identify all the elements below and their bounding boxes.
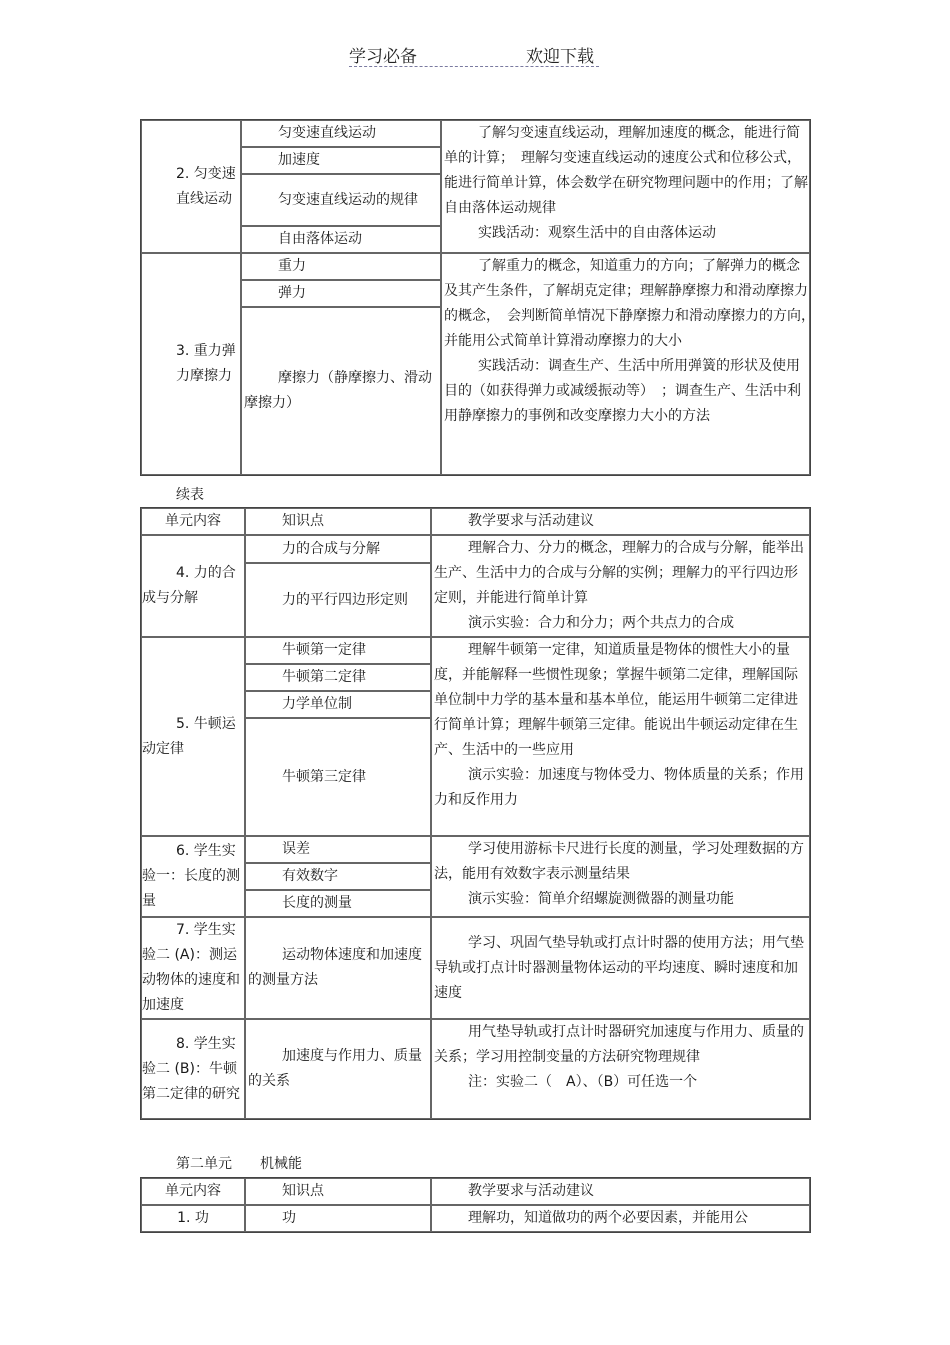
unit-cell: 6. 学生实验一：长度的测量	[141, 836, 245, 917]
knowledge-point: 长度的测量	[245, 890, 431, 917]
knowledge-point: 加速度	[241, 147, 441, 174]
curriculum-table-2	[140, 507, 811, 1120]
knowledge-point: 匀变速直线运动	[241, 120, 441, 147]
knowledge-point: 有效数字	[245, 863, 431, 890]
activity-text: 实践活动：调查生产、生活中所用弹簧的形状及使用目的（如获得弹力或减缓振动等） ；调查生产、生活中利用静摩擦力的事例和改变摩擦力大小的方法	[444, 358, 801, 424]
activity-text: 实践活动：观察生活中的自由落体运动	[478, 225, 716, 241]
unit-cell: 7. 学生实验二 (A)：测运动物体的速度和加速度	[141, 917, 245, 1019]
knowledge-point: 运动物体速度和加速度的测量方法	[245, 917, 431, 1019]
column-header-requirements: 教学要求与活动建议	[431, 1178, 810, 1205]
column-header-unit: 单元内容	[141, 1178, 245, 1205]
curriculum-table-3	[140, 1177, 811, 1233]
knowledge-point: 牛顿第二定律	[245, 664, 431, 691]
knowledge-point: 力的平行四边形定则	[245, 563, 431, 637]
requirement-cell: 理解合力、分力的概念，理解力的合成与分解，能举出生产、生活中力的合成与分解的实例；理解力的平行四边形定则，并能进行简单计算 演示实验：合力和分力；两个共点力的合成	[431, 535, 810, 637]
caption-continued: 续表	[176, 487, 204, 503]
requirement-cell	[441, 253, 822, 475]
requirement-cell: 理解功，知道做功的两个必要因素，并能用公	[431, 1205, 810, 1232]
requirement-cell: 学习使用游标卡尺进行长度的测量，学习处理数据的方法，能用有效数字表示测量结果 演示实验：简单介绍螺旋测微器的测量功能	[431, 836, 810, 917]
requirement-text: 了解重力的概念，知道重力的方向；了解弹力的概念及其产生条件，了解胡克定律；理解静摩擦力和滑动摩擦力的概念， 会判断简单情况下静摩擦力和滑动摩擦力的方向， 并能用公式简单计算滑动摩擦力的大小	[444, 258, 822, 349]
column-header-unit: 单元内容	[141, 508, 245, 535]
unit-cell: 8. 学生实验二 (B)：牛顿第二定律的研究	[141, 1019, 245, 1119]
unit-cell: 4. 力的合成与分解	[141, 535, 245, 637]
knowledge-point: 弹力	[241, 280, 441, 307]
requirement-cell: 理解牛顿第一定律，知道质量是物体的惯性大小的量度，并能解释一些惯性现象；掌握牛顿第二定律，理解国际单位制中力学的基本量和基本单位，能运用牛顿第二定律进行简单计算；理解牛顿第三定律。能说出牛顿运动定律在生产、生活中的一些应用 演示实验：加速度与物体受力、物体质量的关系；作用力和反作用力	[431, 637, 810, 836]
page-header	[349, 42, 599, 67]
unit-cell: 1. 功	[141, 1205, 245, 1232]
knowledge-point: 力学单位制	[245, 691, 431, 718]
unit-label: 3. 重力弹力摩擦力	[176, 343, 236, 384]
requirement-cell: 用气垫导轨或打点计时器研究加速度与作用力、质量的关系；学习用控制变量的方法研究物理规律 注：实验二（ A）、（B）可任选一个	[431, 1019, 810, 1119]
knowledge-point: 牛顿第三定律	[245, 718, 431, 836]
knowledge-point: 加速度与作用力、质量的关系	[245, 1019, 431, 1119]
column-header-points: 知识点	[245, 1178, 431, 1205]
knowledge-point: 误差	[245, 836, 431, 863]
knowledge-point: 重力	[241, 253, 441, 280]
caption-unit-2: 第二单元 机械能	[176, 1156, 302, 1172]
curriculum-table-1	[140, 119, 822, 476]
knowledge-point: 自由落体运动	[241, 226, 441, 253]
knowledge-point: 功	[245, 1205, 431, 1232]
header-left-text: 学习必备	[349, 47, 417, 67]
header-right-text: 欢迎下载	[526, 47, 594, 67]
requirement-text: 了解匀变速直线运动，理解加速度的概念，能进行简单的计算； 理解匀变速直线运动的速度公式和位移公式，能进行简单计算，体会数学在研究物理问题中的作用；了解自由落体运动规律	[444, 125, 808, 216]
column-header-points: 知识点	[245, 508, 431, 535]
column-header-requirements: 教学要求与活动建议	[431, 508, 810, 535]
unit-cell: 5. 牛顿运动定律	[141, 637, 245, 836]
requirement-cell: 学习、巩固气垫导轨或打点计时器的使用方法；用气垫导轨或打点计时器测量物体运动的平均速度、瞬时速度和加速度	[431, 917, 810, 1019]
requirement-cell	[441, 120, 810, 253]
unit-label: 2. 匀变速直线运动	[176, 165, 236, 207]
unit-cell	[141, 253, 241, 475]
unit-cell	[141, 120, 241, 253]
knowledge-point: 牛顿第一定律	[245, 637, 431, 664]
knowledge-point: 摩擦力（静摩擦力、滑动摩擦力）	[241, 307, 441, 475]
knowledge-point: 匀变速直线运动的规律	[241, 174, 441, 226]
knowledge-point: 力的合成与分解	[245, 535, 431, 563]
